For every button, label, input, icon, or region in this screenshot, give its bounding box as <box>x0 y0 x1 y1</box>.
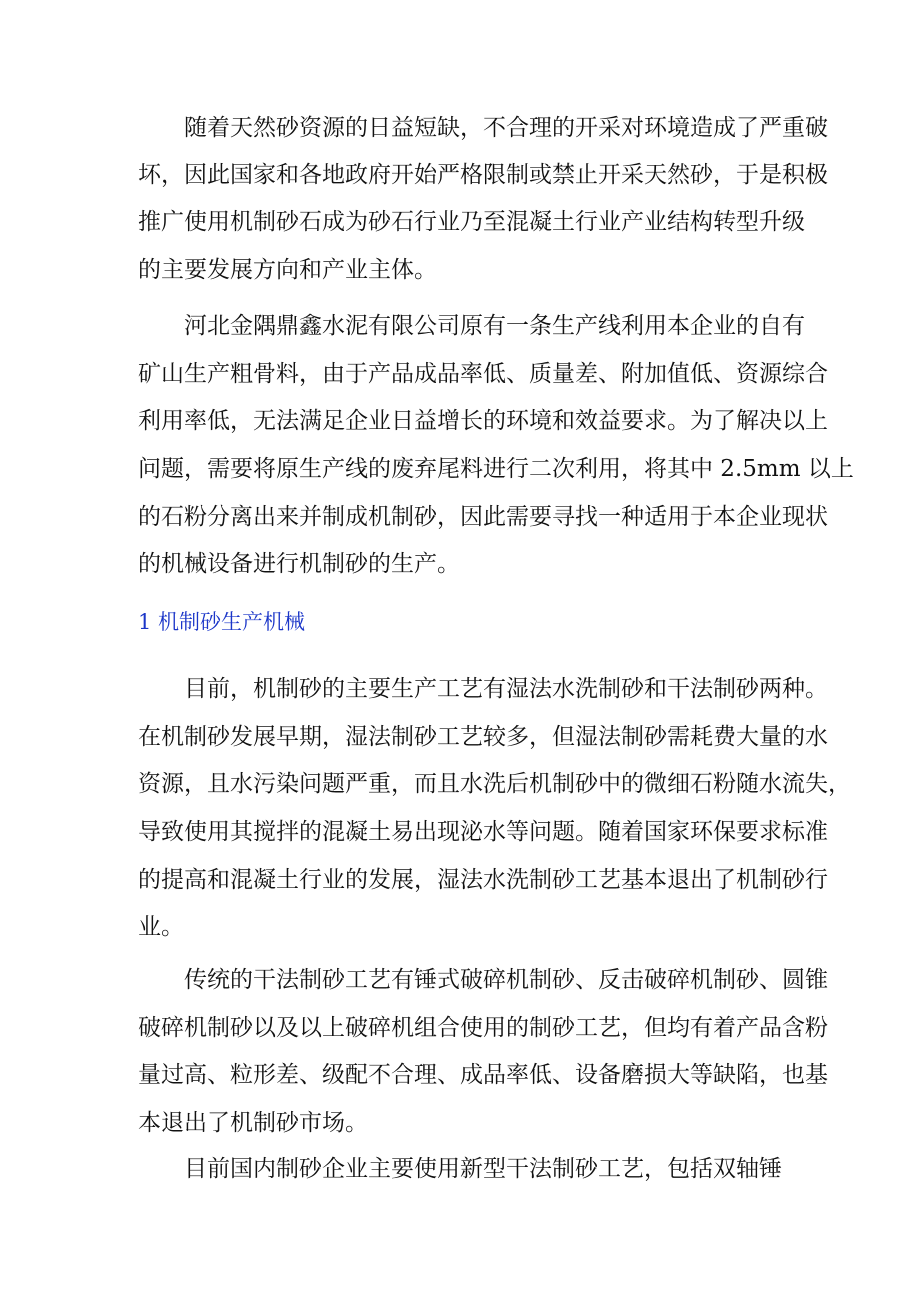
paragraph-3-line-6: 业。 <box>138 914 184 940</box>
paragraph-3-line-5: 的提高和混凝土行业的发展，湿法水洗制砂工艺基本退出了机制砂行 <box>138 867 828 893</box>
paragraph-3-line-2: 在机制砂发展早期，湿法制砂工艺较多，但湿法制砂需耗费大量的水 <box>138 724 828 750</box>
paragraph-2-line-6: 的机械设备进行机制砂的生产。 <box>138 551 460 577</box>
paragraph-2-line-4: 问题，需要将原生产线的废弃尾料进行二次利用，将其中 2.5mm 以上 <box>138 456 854 482</box>
paragraph-2-line-3: 利用率低，无法满足企业日益增长的环境和效益要求。为了解决以上 <box>138 408 828 434</box>
paragraph-1-line-2: 坏，因此国家和各地政府开始严格限制或禁止开采天然砂，于是积极 <box>138 162 828 188</box>
paragraph-4-line-2: 破碎机制砂以及以上破碎机组合使用的制砂工艺，但均有着产品含粉 <box>138 1015 828 1041</box>
paragraph-2-line-2: 矿山生产粗骨料，由于产品成品率低、质量差、附加值低、资源综合 <box>138 361 828 387</box>
paragraph-1-line-3: 推广使用机制砂石成为砂石行业乃至混凝土行业产业结构转型升级 <box>138 209 805 235</box>
paragraph-4-line-3: 量过高、粒形差、级配不合理、成品率低、设备磨损大等缺陷，也基 <box>138 1062 828 1088</box>
paragraph-4-line-4: 本退出了机制砂市场。 <box>138 1110 368 1136</box>
paragraph-3-line-1: 目前，机制砂的主要生产工艺有湿法水洗制砂和干法制砂两种。 <box>184 676 828 702</box>
paragraph-3-line-3: 资源，且水污染问题严重，而且水洗后机制砂中的微细石粉随水流失， <box>138 771 851 797</box>
paragraph-3-line-4: 导致使用其搅拌的混凝土易出现泌水等问题。随着国家环保要求标准 <box>138 819 828 845</box>
paragraph-2-line-1: 河北金隅鼎鑫水泥有限公司原有一条生产线利用本企业的自有 <box>184 313 805 339</box>
paragraph-1-line-1: 随着天然砂资源的日益短缺，不合理的开采对环境造成了严重破 <box>184 115 828 141</box>
paragraph-2-line-5: 的石粉分离出来并制成机制砂，因此需要寻找一种适用于本企业现状 <box>138 504 828 530</box>
section-heading: 1 机制砂生产机械 <box>138 610 306 634</box>
paragraph-4-line-1: 传统的干法制砂工艺有锤式破碎机制砂、反击破碎机制砂、圆锥 <box>184 967 828 993</box>
paragraph-1-line-4: 的主要发展方向和产业主体。 <box>138 257 437 283</box>
paragraph-5-line-1: 目前国内制砂企业主要使用新型干法制砂工艺，包括双轴锤 <box>184 1156 782 1182</box>
